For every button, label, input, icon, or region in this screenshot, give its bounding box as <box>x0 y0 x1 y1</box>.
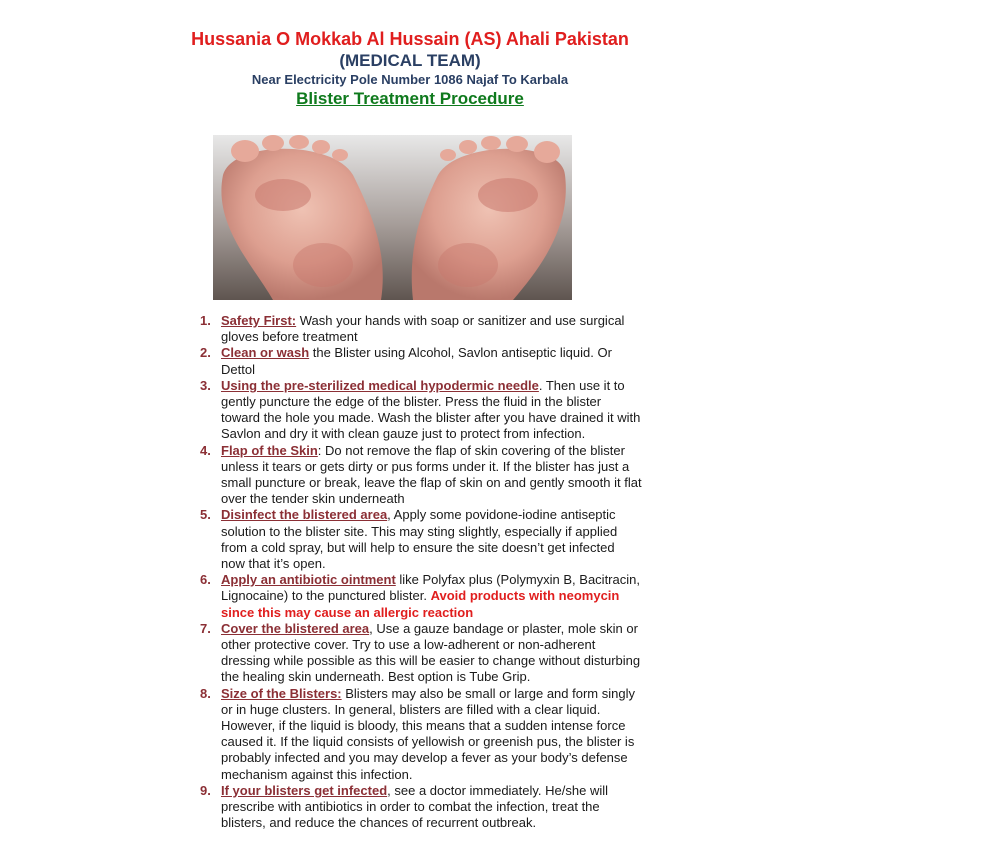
team-name: (MEDICAL TEAM) <box>339 51 481 70</box>
step-title: Apply an antibiotic ointment <box>221 572 396 588</box>
step-title: Using the pre-sterilized medical hypodermic needle <box>221 377 539 393</box>
treatment-steps-list <box>200 313 642 832</box>
step-text: . Then use it to gently puncture the edge of the blister. Press the fluid in the blister toward the hole you made. Wash the blister after you have drained it with Savlon and dry it with clean gauze just to protect from infection. <box>221 377 641 442</box>
list-item <box>200 572 642 621</box>
step-text: , Use a gauze bandage or plaster, mole skin or other protective cover. Try to use a low-adherent or non-adherent dressing while possible as this will be easier to change without disturbing the healing skin underneath. Best option is Tube Grip. <box>221 620 641 685</box>
step-number: 1. <box>200 313 211 328</box>
feet-illustration <box>213 135 572 300</box>
list-item <box>200 507 642 572</box>
list-item <box>200 621 642 686</box>
step-number: 7. <box>200 620 211 636</box>
step-number: 8. <box>200 685 211 701</box>
list-item <box>200 783 642 832</box>
step-text: Wash your hands with soap or sanitizer and use surgical gloves before treatment <box>221 313 625 345</box>
step-number: 5. <box>200 507 211 523</box>
step-text: : Do not remove the flap of skin covering of the blister unless it tears or gets dirty or pus forms under it. If the blister has just a small puncture or break, leave the flap of skin on and gently smooth it flat over the tender skin underneath <box>221 442 642 507</box>
document-header <box>150 28 670 110</box>
step-title: Flap of the Skin <box>221 442 318 458</box>
feet-blister-photo <box>213 135 572 300</box>
step-text: , see a doctor immediately. He/she will prescribe with antibiotics in order to combat the infection, treat the blisters, and reduce the chances of recurrent outbreak. <box>221 782 609 831</box>
step-text: Blisters may also be small or large and form singly or in huge clusters. In general, blisters are filled with a clear liquid. However, if the liquid is bloody, this means that a sudden intense force caused it. If the liquid consists of yellowish or greenish pus, the blister is probably infected and you may develop a fever as your body’s defense mechanism against this infection. <box>221 685 635 782</box>
step-number: 6. <box>200 572 211 588</box>
step-text: , Apply some povidone-iodine antiseptic solution to the blister site. This may sting slightly, especially if applied from a cold spray, but will help to ensure the site doesn’t get infected now that it’s open. <box>221 507 618 572</box>
step-number: 2. <box>200 345 211 361</box>
step-title: Cover the blistered area <box>221 620 370 636</box>
list-item <box>200 345 642 377</box>
step-title: Disinfect the blistered area <box>221 507 388 523</box>
step-title: If your blisters get infected <box>221 782 388 798</box>
step-number: 3. <box>200 377 211 393</box>
list-item <box>200 313 642 345</box>
step-title: Safety First: <box>221 313 297 328</box>
organization-name: Hussania O Mokkab Al Hussain (AS) Ahali Pakistan <box>191 29 629 49</box>
list-item <box>200 686 642 783</box>
list-item <box>200 378 642 443</box>
step-number: 9. <box>200 782 211 798</box>
step-text: the Blister using Alcohol, Savlon antiseptic liquid. Or Dettol <box>221 345 612 377</box>
step-warning: Avoid products with neomycin since this may cause an allergic reaction <box>221 588 620 620</box>
step-number: 4. <box>200 442 211 458</box>
location-line: Near Electricity Pole Number 1086 Najaf To Karbala <box>251 72 569 87</box>
step-title: Clean or wash <box>221 345 310 361</box>
document-title: Blister Treatment Procedure <box>296 89 524 108</box>
list-item <box>200 443 642 508</box>
step-text: like Polyfax plus (Polymyxin B, Bacitracin, Lignocaine) to the punctured blister. <box>221 572 640 604</box>
step-title: Size of the Blisters: <box>221 685 342 701</box>
